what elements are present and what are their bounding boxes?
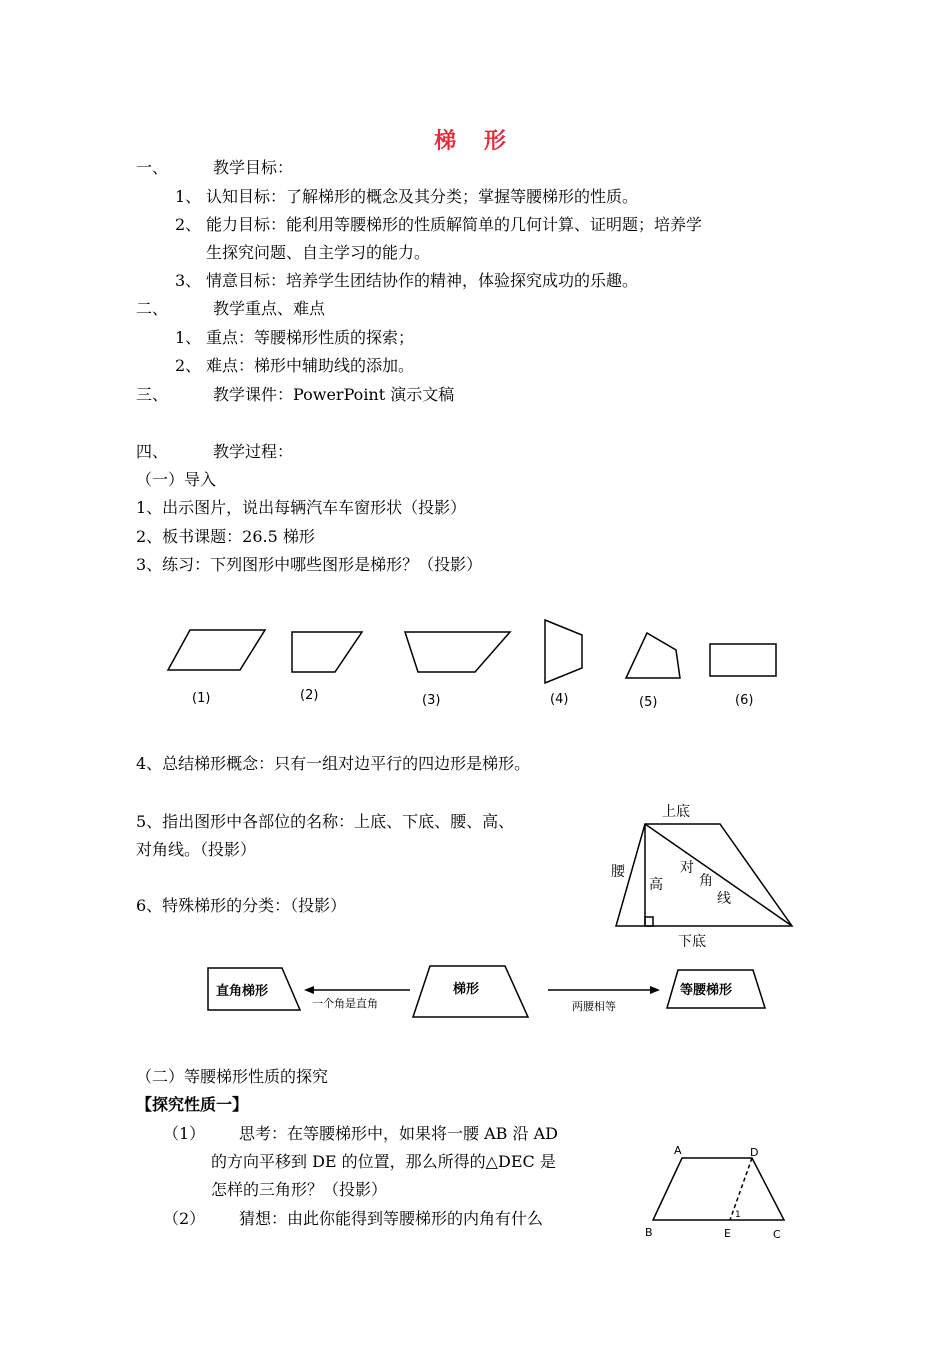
goal2-text: 能力目标：能利用等腰梯形的性质解简单的几何计算、证明题；培养学	[206, 215, 703, 234]
keypoint2-number: 2、	[175, 356, 202, 375]
section3-number: 三、	[136, 385, 169, 404]
vertex-e-label: E	[724, 1227, 731, 1240]
segment-de-dashed	[730, 1158, 752, 1220]
label-bottom-base: 下底	[678, 934, 706, 950]
process-line-5a: 5、指出图形中各部位的名称：上底、下底、腰、高、	[136, 812, 515, 831]
step2-number: （2）	[163, 1209, 206, 1228]
shape-1-label: (1)	[192, 691, 211, 706]
label-leg: 腰	[611, 864, 625, 880]
section1-number: 一、	[136, 158, 169, 177]
isosceles-trapezoid-label: 等腰梯形	[680, 983, 733, 998]
step1-text: 思考：在等腰梯形中，如果将一腰 AB 沿 AD	[239, 1124, 558, 1143]
shape-2-label: (2)	[300, 688, 319, 703]
section2-number: 二、	[136, 299, 169, 318]
label-diagonal-1: 对	[680, 860, 694, 876]
page-title: 梯 形	[434, 128, 516, 154]
goal2-number: 2、	[175, 215, 202, 234]
vertex-b-label: B	[645, 1226, 653, 1239]
step1-continuation-1: 的方向平移到 DE 的位置，那么所得的△DEC 是	[211, 1152, 556, 1171]
keypoint1-text: 重点：等腰梯形性质的探索；	[206, 328, 415, 347]
shape-4-label: (4)	[550, 692, 569, 707]
goal3-text: 情意目标：培养学生团结协作的精神，体验探究成功的乐趣。	[206, 271, 639, 290]
label-height: 高	[649, 877, 663, 893]
arrow-right-head	[650, 986, 660, 994]
vertex-a-label: A	[674, 1144, 682, 1157]
trapezoid-parts-figure	[600, 796, 805, 956]
part2-heading: （二）等腰梯形性质的探究	[136, 1067, 329, 1086]
isosceles-trapezoid-abcd	[653, 1158, 784, 1220]
exercise-shapes-figure	[150, 610, 800, 715]
trapezoid-label: 梯形	[453, 982, 480, 997]
goal2-continuation: 生探究问题、自主学习的能力。	[206, 243, 431, 262]
goal3-number: 3、	[175, 271, 202, 290]
shape-5-label: (5)	[639, 695, 658, 710]
shape-5-quadrilateral	[626, 633, 680, 678]
section4-number: 四、	[136, 442, 169, 461]
process-line-5b: 对角线。（投影）	[136, 840, 257, 859]
property1-heading: 【探究性质一】	[136, 1095, 249, 1114]
section3-heading: 教学课件：PowerPoint 演示文稿	[213, 385, 455, 404]
angle-1-label: 1	[735, 1210, 741, 1220]
step1-continuation-2: 怎样的三角形？（投影）	[211, 1180, 388, 1199]
keypoint2-text: 难点：梯形中辅助线的添加。	[206, 356, 415, 375]
left-arrow-label: 一个角是直角	[312, 997, 378, 1010]
shape-6-label: (6)	[735, 693, 754, 708]
label-top-base: 上底	[662, 804, 690, 820]
process-line-3: 3、练习：下列图形中哪些图形是梯形？（投影）	[136, 555, 483, 574]
label-diagonal-3: 线	[717, 891, 731, 907]
right-trapezoid-label: 直角梯形	[216, 984, 269, 999]
process-line-4: 4、总结梯形概念：只有一组对边平行的四边形是梯形。	[136, 754, 531, 773]
translation-figure	[638, 1140, 788, 1245]
shape-3-trapezoid	[405, 632, 510, 672]
shape-2-right-trapezoid	[292, 632, 362, 672]
section4-heading: 教学过程：	[213, 442, 294, 461]
process-line-2: 2、板书课题：26.5 梯形	[136, 527, 315, 546]
step1-number: （1）	[163, 1124, 206, 1143]
diagonal-line	[645, 824, 792, 926]
right-angle-mark	[645, 917, 653, 926]
step2-text: 猜想：由此你能得到等腰梯形的内角有什么	[239, 1209, 544, 1228]
keypoint1-number: 1、	[175, 328, 202, 347]
vertex-c-label: C	[773, 1228, 781, 1241]
classification-diagram	[200, 960, 775, 1022]
part1-heading: （一）导入	[136, 470, 217, 489]
process-line-1: 1、出示图片，说出每辆汽车车窗形状（投影）	[136, 498, 467, 517]
section1-heading: 教学目标：	[213, 158, 294, 177]
process-line-6: 6、特殊梯形的分类：（投影）	[136, 896, 347, 915]
arrow-left-head	[304, 986, 314, 994]
shape-6-rectangle	[710, 644, 776, 676]
section2-heading: 教学重点、难点	[213, 299, 326, 318]
label-diagonal-2: 角	[699, 873, 713, 889]
right-arrow-label: 两腰相等	[572, 1000, 616, 1013]
vertex-d-label: D	[750, 1146, 759, 1159]
goal1-text: 认知目标：了解梯形的概念及其分类；掌握等腰梯形的性质。	[206, 187, 639, 206]
shape-4-trapezoid	[545, 620, 582, 683]
shape-3-label: (3)	[422, 693, 441, 708]
shape-1-parallelogram	[168, 630, 265, 670]
goal1-number: 1、	[175, 187, 202, 206]
